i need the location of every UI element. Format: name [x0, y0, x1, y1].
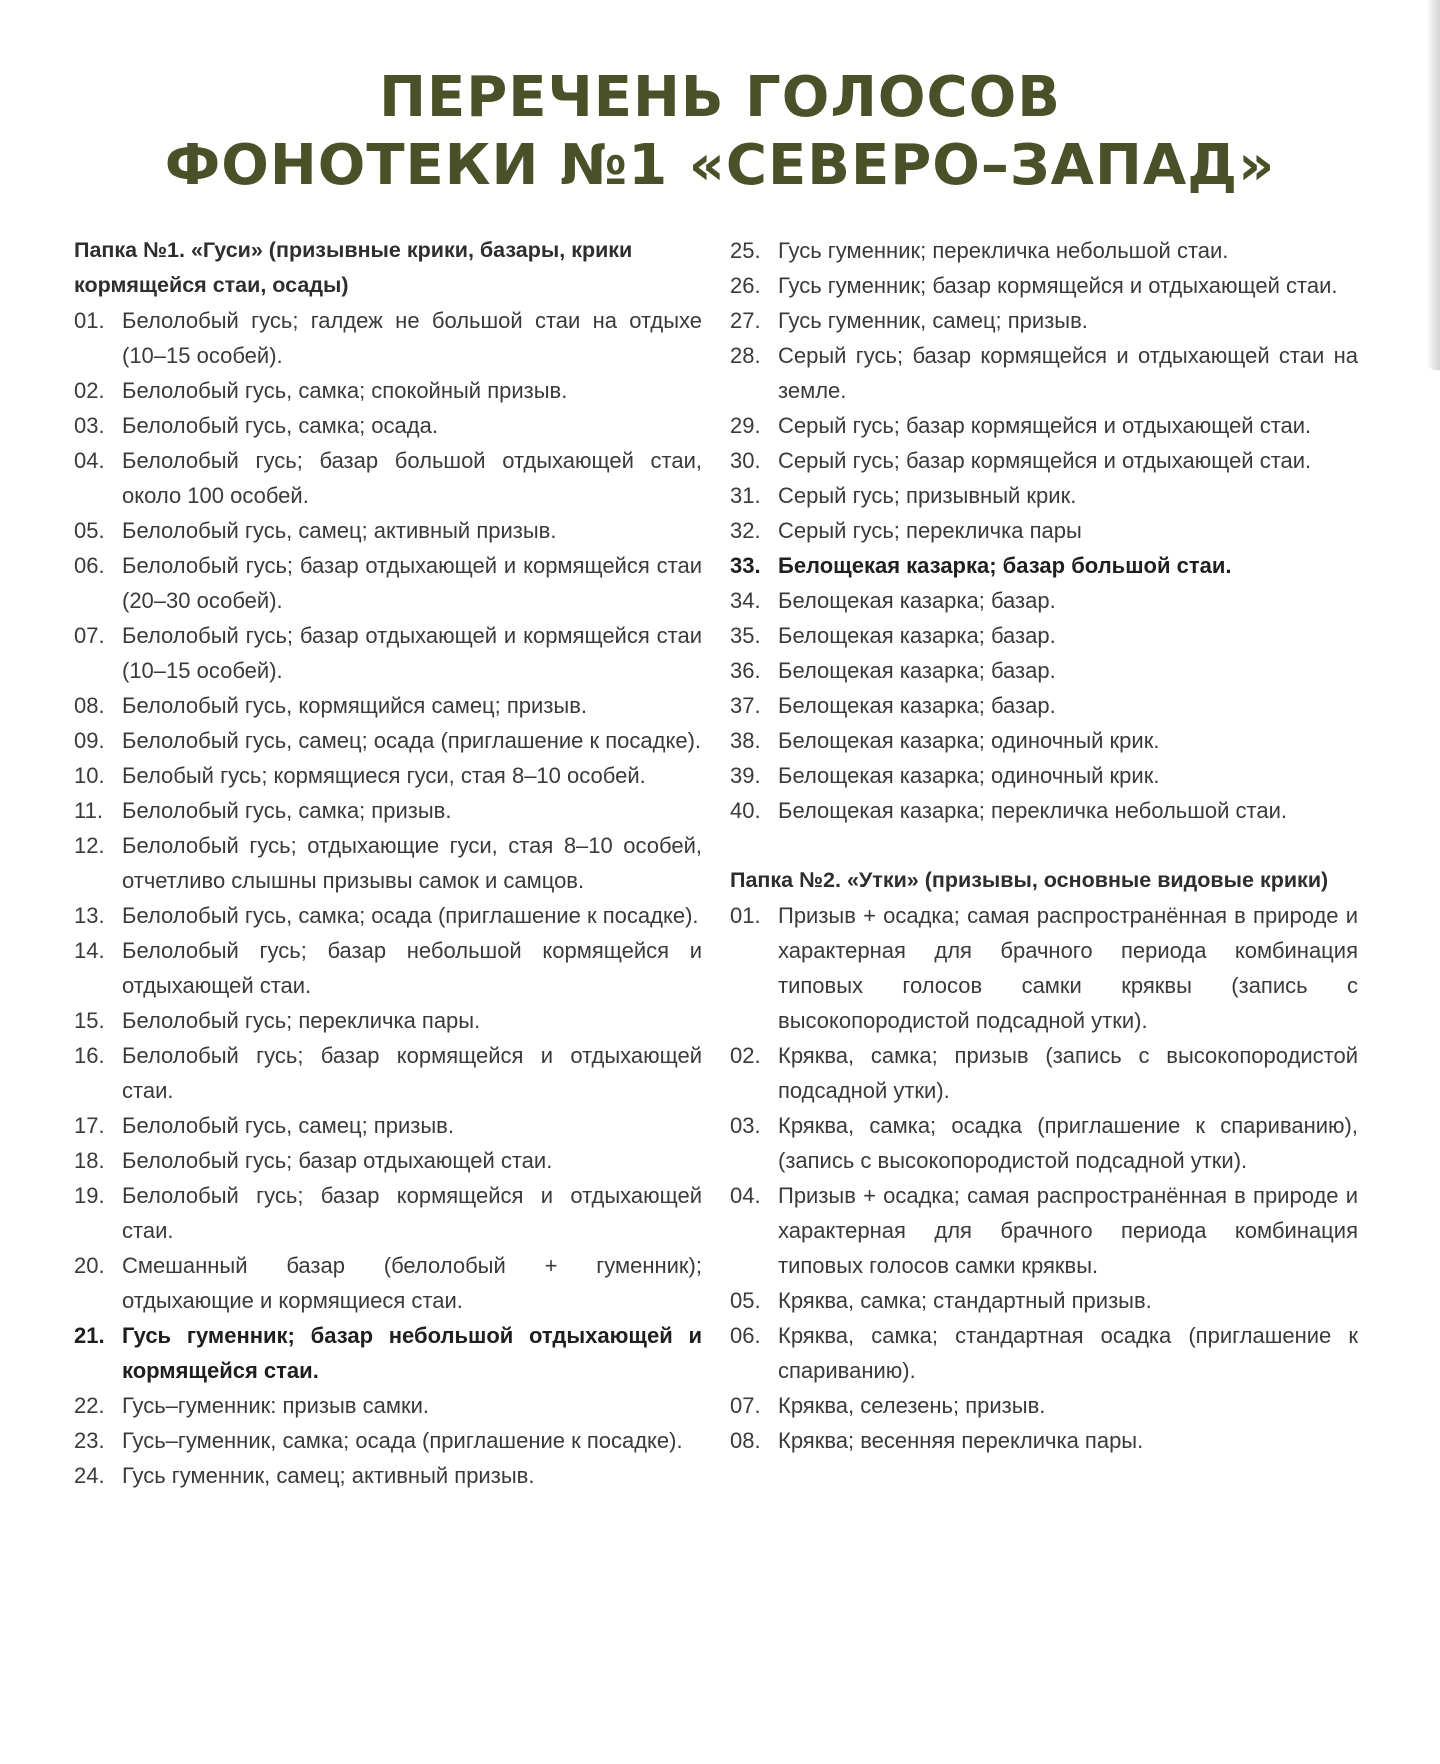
list-item — [74, 618, 702, 688]
item-number: 24. — [74, 1463, 105, 1488]
item-text: Белощекая казарка; одиночный крик. — [778, 728, 1160, 753]
list-item — [730, 233, 1358, 268]
item-number: 39. — [730, 763, 761, 788]
list-item — [74, 688, 702, 723]
list-item — [730, 618, 1358, 653]
item-text: Белолобый гусь, самка; спокойный призыв. — [122, 378, 568, 403]
item-number: 17. — [74, 1113, 105, 1138]
list-item — [730, 793, 1358, 828]
item-text: Белощекая казарка; перекличка небольшой стаи. — [778, 798, 1288, 823]
item-number: 38. — [730, 728, 761, 753]
title-line-2: ФОНОТЕКИ №1 «СЕВЕРО–ЗАПАД» — [164, 133, 1276, 198]
item-text: Белолобый гусь, самка; осада. — [122, 413, 438, 438]
list-item — [730, 513, 1358, 548]
list-item — [74, 828, 702, 898]
item-text: Гусь гуменник, самец; призыв. — [778, 308, 1088, 333]
list-item — [730, 1318, 1358, 1388]
list-item — [730, 898, 1358, 1038]
item-number: 06. — [730, 1323, 761, 1348]
item-text: Белолобый гусь; галдеж не большой стаи на отдыхе (10–15 особей). — [122, 308, 702, 368]
item-number: 25. — [730, 238, 761, 263]
item-number: 33. — [730, 553, 761, 578]
item-number: 16. — [74, 1043, 105, 1068]
item-number: 07. — [730, 1393, 761, 1418]
item-text: Кряква, самка; стандартная осадка (приглашение к спариванию). — [778, 1323, 1358, 1383]
item-text: Серый гусь; перекличка пары — [778, 518, 1082, 543]
item-number: 40. — [730, 798, 761, 823]
item-text: Белолобый гусь; отдыхающие гуси, стая 8–10 особей, отчетливо слышны призывы самок и самцов. — [122, 833, 702, 893]
list-item — [74, 1108, 702, 1143]
item-number: 19. — [74, 1183, 105, 1208]
list-item — [74, 1038, 702, 1108]
item-text: Белолобый гусь, самец; осада (приглашение к посадке). — [122, 728, 702, 753]
left-column — [74, 233, 702, 1493]
list-item — [74, 408, 702, 443]
item-text: Гусь гуменник, самец; активный призыв. — [122, 1463, 535, 1488]
item-text: Белолобый гусь; базар кормящейся и отдыхающей стаи. — [122, 1043, 702, 1103]
item-number: 13. — [74, 903, 105, 928]
list-item — [74, 1178, 702, 1248]
item-number: 12. — [74, 833, 105, 858]
item-number: 08. — [730, 1428, 761, 1453]
list-item — [74, 1318, 702, 1388]
list-item — [74, 1248, 702, 1318]
item-number: 10. — [74, 763, 105, 788]
item-text: Гусь гуменник; базар кормящейся и отдыхающей стаи. — [778, 273, 1338, 298]
folder-2-list — [730, 898, 1358, 1458]
item-number: 20. — [74, 1253, 105, 1278]
item-text: Кряква, селезень; призыв. — [778, 1393, 1046, 1418]
list-item — [74, 1423, 702, 1458]
item-text: Серый гусь; базар кормящейся и отдыхающей стаи на земле. — [778, 343, 1358, 403]
item-text: Белощекая казарка; базар. — [778, 693, 1056, 718]
list-item — [730, 1423, 1358, 1458]
list-item — [74, 898, 702, 933]
item-number: 34. — [730, 588, 761, 613]
list-item — [74, 793, 702, 828]
list-item — [730, 1108, 1358, 1178]
item-text: Белолобый гусь, самка; осада (приглашение к посадке). — [122, 903, 699, 928]
folder-1-list-left — [74, 303, 702, 1493]
item-number: 29. — [730, 413, 761, 438]
item-number: 18. — [74, 1148, 105, 1173]
item-number: 32. — [730, 518, 761, 543]
list-item — [730, 688, 1358, 723]
item-text: Белолобый гусь, кормящийся самец; призыв. — [122, 693, 588, 718]
item-number: 05. — [74, 518, 105, 543]
item-text: Гусь–гуменник, самка; осада (приглашение к посадке). — [122, 1428, 683, 1453]
item-text: Белощекая казарка; базар. — [778, 588, 1056, 613]
item-text: Серый гусь; базар кормящейся и отдыхающей стаи. — [778, 448, 1312, 473]
right-column — [730, 233, 1358, 1458]
scroll-indicator[interactable] — [1426, 0, 1440, 370]
item-text: Белолобый гусь, самец; активный призыв. — [122, 518, 557, 543]
list-item — [730, 758, 1358, 793]
list-item — [74, 513, 702, 548]
item-text: Кряква, самка; осадка (приглашение к спариванию), (запись с высокопородистой подсадной утки). — [778, 1113, 1358, 1173]
item-text: Белолобый гусь; базар кормящейся и отдыхающей стаи. — [122, 1183, 702, 1243]
list-item — [730, 478, 1358, 513]
item-text: Белолобый гусь; базар отдыхающей стаи. — [122, 1148, 553, 1173]
item-text: Белощекая казарка; базар. — [778, 623, 1056, 648]
item-number: 35. — [730, 623, 761, 648]
item-text: Гусь гуменник; перекличка небольшой стаи. — [778, 238, 1229, 263]
list-item — [730, 443, 1358, 478]
list-item — [74, 1388, 702, 1423]
item-number: 27. — [730, 308, 761, 333]
item-text: Кряква, самка; стандартный призыв. — [778, 1288, 1152, 1313]
item-number: 14. — [74, 938, 105, 963]
item-text: Белолобый гусь, самка; призыв. — [122, 798, 452, 823]
item-number: 30. — [730, 448, 761, 473]
item-text: Белолобый гусь; перекличка пары. — [122, 1008, 481, 1033]
item-number: 02. — [74, 378, 105, 403]
list-item — [74, 1143, 702, 1178]
folder-1-list-right — [730, 233, 1358, 828]
item-text: Гусь гуменник; базар небольшой отдыхающей и кормящейся стаи. — [122, 1323, 702, 1383]
item-number: 03. — [730, 1113, 761, 1138]
item-number: 23. — [74, 1428, 105, 1453]
page-title — [0, 64, 1440, 200]
item-number: 04. — [730, 1183, 761, 1208]
item-text: Кряква; весенняя перекличка пары. — [778, 1428, 1144, 1453]
list-item — [730, 338, 1358, 408]
list-item — [730, 653, 1358, 688]
item-number: 28. — [730, 343, 761, 368]
list-item — [74, 1458, 702, 1493]
item-number: 04. — [74, 448, 105, 473]
item-text: Белощекая казарка; одиночный крик. — [778, 763, 1160, 788]
list-item — [730, 1388, 1358, 1423]
item-text: Белолобый гусь; базар отдыхающей и кормящейся стаи (10–15 особей). — [122, 623, 702, 683]
item-text: Призыв + осадка; самая распространённая в природе и характерная для брачного периода комбинация типовых голосов самки кряквы (запись с высокопородистой подсадной утки). — [778, 903, 1358, 1033]
item-text: Белолобый гусь; базар отдыхающей и кормящейся стаи (20–30 особей). — [122, 553, 702, 613]
item-number: 21. — [74, 1323, 105, 1348]
folder-1-heading: Папка №1. «Гуси» (призывные крики, базары, крики кормящейся стаи, осады) — [74, 238, 633, 297]
item-text: Белолобый гусь, самец; призыв. — [122, 1113, 454, 1138]
list-item — [730, 1178, 1358, 1283]
list-item — [730, 583, 1358, 618]
list-item — [74, 1003, 702, 1038]
item-number: 09. — [74, 728, 105, 753]
item-number: 26. — [730, 273, 761, 298]
list-item — [74, 443, 702, 513]
item-number: 22. — [74, 1393, 105, 1418]
list-item — [74, 933, 702, 1003]
list-item — [730, 268, 1358, 303]
list-item — [730, 408, 1358, 443]
item-number: 07. — [74, 623, 105, 648]
item-text: Призыв + осадка; самая распространённая в природе и характерная для брачного периода комбинация типовых голосов самки кряквы. — [778, 1183, 1358, 1278]
list-item — [730, 548, 1358, 583]
item-number: 37. — [730, 693, 761, 718]
item-number: 05. — [730, 1288, 761, 1313]
item-text: Белощекая казарка; базар. — [778, 658, 1056, 683]
item-number: 31. — [730, 483, 761, 508]
item-text: Смешанный базар (белолобый + гуменник); отдыхающие и кормящиеся стаи. — [122, 1253, 702, 1313]
list-item — [74, 723, 702, 758]
list-item — [730, 1038, 1358, 1108]
item-number: 01. — [74, 308, 105, 333]
item-number: 36. — [730, 658, 761, 683]
item-text: Белолобый гусь; базар небольшой кормящейся и отдыхающей стаи. — [122, 938, 702, 998]
folder-2-heading: Папка №2. «Утки» (призывы, основные видовые крики) — [730, 868, 1329, 892]
item-number: 08. — [74, 693, 105, 718]
item-text: Белощекая казарка; базар большой стаи. — [778, 553, 1232, 578]
item-number: 15. — [74, 1008, 105, 1033]
list-item — [730, 303, 1358, 338]
item-text: Белолобый гусь; базар большой отдыхающей стаи, около 100 особей. — [122, 448, 702, 508]
item-text: Кряква, самка; призыв (запись с высокопородистой подсадной утки). — [778, 1043, 1358, 1103]
list-item — [74, 548, 702, 618]
item-number: 02. — [730, 1043, 761, 1068]
list-item — [74, 758, 702, 793]
item-text: Белобый гусь; кормящиеся гуси, стая 8–10 особей. — [122, 763, 646, 788]
item-number: 03. — [74, 413, 105, 438]
list-item — [730, 1283, 1358, 1318]
item-text: Серый гусь; базар кормящейся и отдыхающей стаи. — [778, 413, 1312, 438]
item-number: 01. — [730, 903, 761, 928]
item-text: Серый гусь; призывный крик. — [778, 483, 1077, 508]
title-line-1: ПЕРЕЧЕНЬ ГОЛОСОВ — [379, 65, 1061, 130]
list-item — [74, 303, 702, 373]
list-item — [730, 723, 1358, 758]
item-number: 11. — [74, 798, 103, 823]
item-text: Гусь–гуменник: призыв самки. — [122, 1393, 429, 1418]
item-number: 06. — [74, 553, 105, 578]
list-item — [74, 373, 702, 408]
